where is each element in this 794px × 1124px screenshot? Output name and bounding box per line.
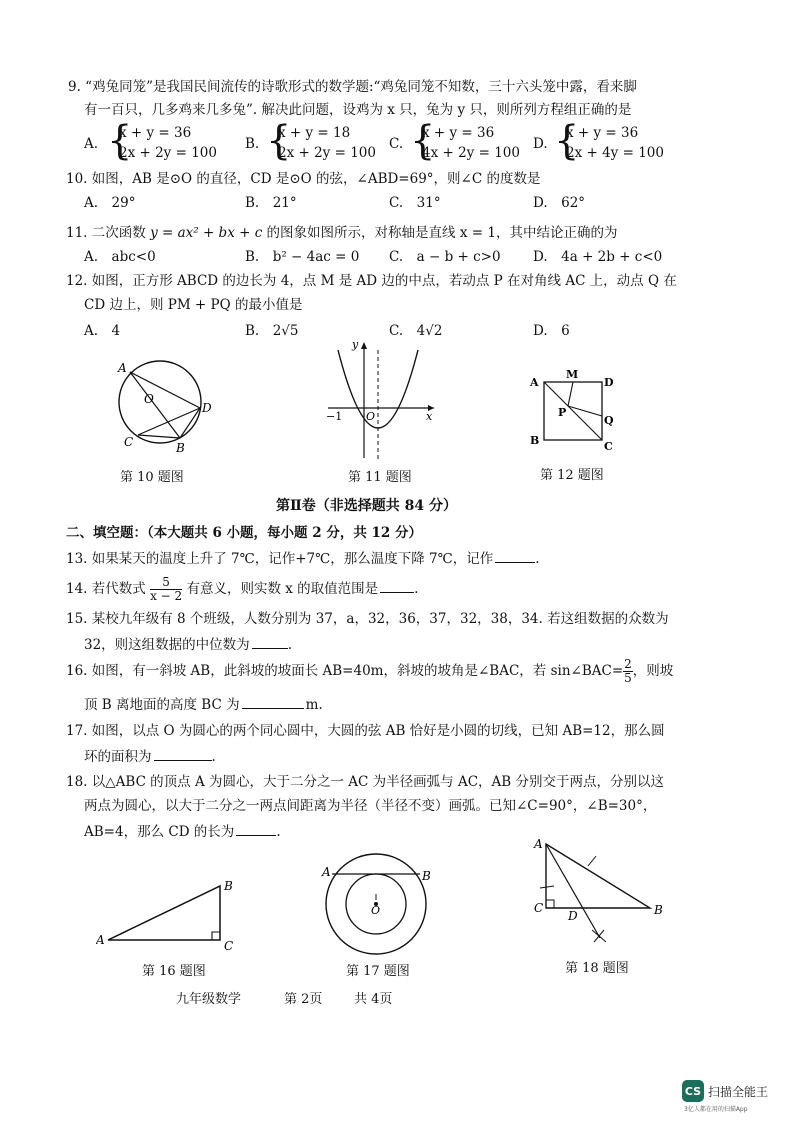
- q10-option-c: C. 31°: [389, 195, 441, 211]
- q14-numerator: 5: [150, 576, 182, 590]
- q12-option-a: A. 4: [84, 323, 121, 339]
- q10-option-b: B. 21°: [245, 195, 297, 211]
- q16-line2-pre: 顶 B 离地面的高度 BC 为: [84, 697, 240, 713]
- q9-option-d-eq2: 2x + 4y = 100: [566, 145, 664, 161]
- q10-stem: 10. 如图，AB 是⊙O 的直径，CD 是⊙O 的弦，∠ABD=69°，则∠C 的度数是: [66, 171, 541, 187]
- fig18-label-b: B: [654, 903, 663, 917]
- figure-16-caption: 第 16 题图: [142, 964, 206, 979]
- fig16-label-c: C: [224, 939, 234, 953]
- q9-option-a-eq2: 2x + 2y = 100: [119, 145, 217, 161]
- scanner-cs-icon: CS: [682, 1080, 704, 1102]
- q14-fraction: [150, 576, 182, 603]
- q11-option-d: D. 4a + 2b + c<0: [533, 249, 663, 265]
- q17-stem-line2: 环的面积为 .: [84, 746, 216, 766]
- fig18-label-a: A: [534, 837, 543, 851]
- q12-option-d: D. 6: [533, 323, 570, 339]
- q11-stem-b: 的图象如图所示，对称轴是直线 x = 1，其中结论正确的为: [262, 225, 618, 241]
- fig17-label-a: A: [322, 865, 331, 879]
- q9-option-b-eq2: 2x + 2y = 100: [278, 145, 376, 161]
- footer-total: 共 4页: [354, 992, 393, 1007]
- fig18-label-d: D: [568, 909, 578, 923]
- q15-stem-line2: 32，则这组数据的中位数为 .: [84, 634, 292, 654]
- q9-option-c-label: C.: [389, 136, 404, 152]
- q18-stem-line1: 18. 以△ABC 的顶点 A 为圆心，大于二分之一 AC 为半径画弧与 AC，AB 分别交于两点，分别以这: [66, 774, 665, 790]
- q9-option-d-label: D.: [533, 136, 548, 152]
- fig18-label-c: C: [534, 901, 544, 915]
- q15-line2-text: 32，则这组数据的中位数为: [84, 637, 250, 653]
- q18-stem-line2: 两点为圆心，以大于二分之一两点间距离为半径（半径不变）画弧。已知∠C=90°，∠B=30°，: [84, 798, 657, 814]
- figure-17-concentric-circles: [318, 850, 438, 960]
- q14-stem: 14. 若代数式 $\frac{5}{x - 2}$ 有意义，则实数 x 的取值范围是 .: [66, 575, 419, 603]
- q16-line1-pre: 16. 如图，有一斜坡 AB，此斜坡的坡面长 AB=40m，斜坡的坡角是∠BAC，若 sin∠BAC=: [66, 663, 624, 679]
- fig12-label-a: A: [530, 376, 539, 389]
- q16-stem-line2: [84, 694, 323, 714]
- fig12-label-b: B: [530, 434, 540, 447]
- part2-title: 第Ⅱ卷（非选择题共 84 分）: [276, 498, 458, 514]
- figure-18-right-triangle: [530, 834, 670, 949]
- q13-text: 13. 如果某天的温度上升了 7℃，记作+7℃，那么温度下降 7℃，记作: [66, 551, 494, 567]
- q16-stem-line1: [66, 656, 673, 686]
- figure-18-caption: 第 18 题图: [565, 961, 629, 976]
- q11-stem: [66, 224, 617, 242]
- footer-page: 第 2页: [284, 992, 323, 1007]
- q10-option-a: A. 29°: [84, 195, 136, 211]
- scanner-tagline: 3亿人都在用的扫描App: [684, 1106, 748, 1113]
- fig16-label-a: A: [96, 933, 105, 947]
- q9-option-c-eq1: x + y = 36: [422, 125, 495, 141]
- q9-option-a-eq1: x + y = 36: [119, 125, 192, 141]
- q9-option-d-eq1: x + y = 36: [566, 125, 639, 141]
- fig10-label-b: B: [176, 441, 185, 455]
- q14-pre: 14. 若代数式: [66, 581, 151, 597]
- q9-option-d-system: { x + y = 36 2x + 4y = 100: [554, 118, 664, 164]
- q11-option-b: B. b² − 4ac = 0: [245, 249, 360, 265]
- fig16-label-b: B: [224, 879, 233, 893]
- q16-numerator: 2: [624, 657, 632, 671]
- q18-stem-line3: AB=4，那么 CD 的长为 .: [84, 821, 281, 841]
- q18-answer-blank[interactable]: [236, 821, 276, 836]
- section-2-heading: 二、填空题：（本大题共 6 小题，每小题 2 分，共 12 分）: [66, 525, 423, 541]
- fig11-label-y: y: [352, 338, 359, 351]
- q15-answer-blank[interactable]: [252, 634, 288, 649]
- fig12-label-p: P: [558, 406, 567, 419]
- figure-16-slope: [96, 872, 246, 957]
- q11-function: y = ax² + bx + c: [150, 225, 263, 241]
- fig17-label-b: B: [422, 869, 431, 883]
- figure-17-caption: 第 17 题图: [346, 964, 410, 979]
- fig12-label-m: M: [566, 368, 579, 381]
- q9-option-b-label: B.: [245, 136, 260, 152]
- footer-subject: 九年级数学: [176, 992, 242, 1007]
- q11-option-a: A. abc<0: [84, 249, 156, 265]
- q12-stem-line1: 12. 如图，正方形 ABCD 的边长为 4，点 M 是 AD 边的中点，若动点 P 在对角线 AC 上，动点 Q 在: [66, 273, 677, 289]
- figure-10-circle: [108, 350, 218, 455]
- q9-option-b-eq1: x + y = 18: [278, 125, 351, 141]
- fig11-label-x: x: [426, 410, 433, 423]
- q15-stem-line1: 15. 某校九年级有 8 个班级，人数分别为 37，a，32，36，37，32，38，34. 若这组数据的众数为: [66, 611, 669, 627]
- fig12-label-d: D: [604, 376, 614, 389]
- fig10-label-o: O: [144, 392, 154, 406]
- figure-11-caption: 第 11 题图: [348, 470, 412, 485]
- q17-answer-blank[interactable]: [154, 746, 212, 761]
- fig11-label-neg1: −1: [326, 410, 343, 423]
- fig12-label-c: C: [604, 440, 613, 453]
- q14-post: 有意义，则实数 x 的取值范围是: [182, 581, 379, 597]
- q16-denominator: 5: [624, 671, 632, 685]
- q14-answer-blank[interactable]: [380, 578, 414, 593]
- q16-line2-post: m.: [305, 697, 323, 713]
- q12-option-b: B. 2√5: [245, 323, 299, 339]
- fig11-label-o: O: [366, 410, 376, 423]
- figure-12-caption: 第 12 题图: [540, 468, 604, 483]
- q11-option-c: C. a − b + c>0: [389, 249, 501, 265]
- q9-option-c-system: { x + y = 36 4x + 2y = 100: [410, 118, 520, 164]
- fig10-label-d: D: [202, 401, 212, 415]
- q12-option-c: C. 4√2: [389, 323, 443, 339]
- q13-stem: 13. 如果某天的温度上升了 7℃，记作+7℃，那么温度下降 7℃，记作 .: [66, 548, 540, 568]
- figure-12-square: [526, 366, 621, 456]
- fig10-label-a: A: [118, 361, 127, 375]
- fig17-label-o: O: [371, 904, 381, 917]
- q16-line1-post: ，则坡: [632, 663, 674, 679]
- q9-option-a-system: { x + y = 36 2x + 2y = 100: [107, 118, 217, 164]
- q9-option-a-label: A.: [84, 136, 99, 152]
- figure-10-caption: 第 10 题图: [120, 470, 184, 485]
- q12-stem-line2: CD 边上，则 PM + PQ 的最小值是: [84, 297, 303, 313]
- q18-line3-text: AB=4，那么 CD 的长为: [84, 824, 235, 840]
- scanner-name: 扫描全能王: [708, 1084, 769, 1099]
- figure-11-parabola: [322, 338, 442, 463]
- q14-denominator: x − 2: [150, 589, 183, 603]
- q9-option-c-eq2: 4x + 2y = 100: [422, 145, 520, 161]
- q9-option-b-system: { x + y = 18 2x + 2y = 100: [266, 118, 376, 164]
- scanner-logo: [682, 1080, 768, 1102]
- q10-option-d: D. 62°: [533, 195, 586, 211]
- q17-line2-text: 环的面积为: [84, 749, 152, 765]
- q9-stem-line2: 有一百只，几多鸡来几多兔”. 解决此问题，设鸡为 x 只，兔为 y 只，则所列方程组正确的是: [84, 102, 632, 118]
- fig10-label-c: C: [124, 435, 134, 449]
- q16-fraction: [623, 658, 633, 685]
- q16-answer-blank[interactable]: [242, 694, 304, 709]
- q11-stem-a: 11. 二次函数: [66, 225, 151, 241]
- fig12-label-q: Q: [604, 414, 614, 427]
- q17-stem-line1: 17. 如图，以点 O 为圆心的两个同心圆中，大圆的弦 AB 恰好是小圆的切线，已知 AB=12，那么圆: [66, 723, 665, 739]
- q9-stem-line1: 9. “鸡兔同笼”是我国民间流传的诗歌形式的数学题:“鸡兔同笼不知数，三十六头笼中露，看来脚: [68, 79, 637, 95]
- q13-answer-blank[interactable]: [495, 548, 535, 563]
